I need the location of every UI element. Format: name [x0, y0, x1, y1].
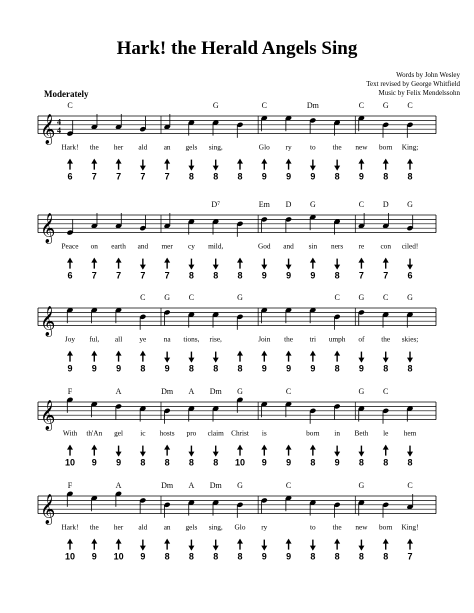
harmonica-hole-number: 9	[286, 270, 292, 281]
arrow-head-down-icon	[334, 166, 340, 171]
arrow-head-up-icon	[310, 258, 316, 263]
lyric-syllable: Glo	[258, 142, 270, 152]
lyric-syllable: an	[163, 142, 171, 152]
lyric-syllable: umph	[328, 334, 346, 344]
lyric-syllable: her	[113, 522, 124, 532]
arrow-head-up-icon	[286, 159, 292, 164]
chord-symbol: G	[407, 293, 413, 302]
arrow-head-down-icon	[358, 546, 364, 551]
lyric-syllable: sing,	[208, 522, 223, 532]
lyric-syllable: Hark!	[61, 522, 79, 532]
arrow-head-up-icon	[383, 445, 389, 450]
arrow-head-down-icon	[188, 166, 194, 171]
lyric-syllable: Peace	[61, 241, 79, 251]
lyric-syllable: ciled!	[401, 241, 419, 251]
arrow-head-up-icon	[383, 258, 389, 263]
chord-symbol: G	[309, 200, 316, 209]
chord-symbol: C	[67, 101, 73, 110]
lyric-syllable: an	[163, 522, 171, 532]
harmonica-hole-number: 7	[91, 270, 97, 281]
harmonica-hole-number: 8	[140, 457, 146, 468]
harmonica-hole-number: 8	[213, 457, 219, 468]
credit-music: Music by Felix Mendelssohn	[378, 89, 460, 97]
arrow-head-up-icon	[261, 351, 267, 356]
harmonica-hole-number: 10	[64, 551, 76, 562]
chord-symbol: C	[261, 101, 267, 110]
harmonica-hole-number: 7	[116, 270, 122, 281]
arrow-head-up-icon	[67, 258, 73, 263]
arrow-head-up-icon	[140, 351, 146, 356]
arrow-head-up-icon	[67, 445, 73, 450]
lyric-syllable: mer	[161, 241, 173, 251]
arrow-head-up-icon	[237, 258, 243, 263]
harmonica-hole-number: 8	[237, 363, 243, 374]
arrow-head-up-icon	[237, 445, 243, 450]
harmonica-hole-number: 9	[358, 171, 364, 182]
chord-symbol: F	[67, 387, 73, 396]
arrow-head-down-icon	[213, 452, 219, 457]
lyric-syllable: Hark!	[61, 142, 79, 152]
harmonica-hole-number: 7	[358, 270, 364, 281]
arrow-head-up-icon	[67, 539, 73, 544]
chord-symbol: C	[188, 293, 195, 302]
harmonica-hole-number: 9	[310, 171, 316, 182]
arrow-head-down-icon	[310, 546, 316, 551]
chord-symbol: C	[285, 387, 292, 396]
harmonica-hole-number: 8	[383, 457, 389, 468]
arrow-head-down-icon	[261, 265, 267, 270]
arrow-head-up-icon	[334, 351, 340, 356]
arrow-head-down-icon	[188, 452, 194, 457]
chord-symbol: C	[383, 387, 389, 396]
arrow-head-down-icon	[140, 166, 146, 171]
lyric-syllable: ye	[139, 334, 147, 344]
harmonica-hole-number: 9	[116, 457, 122, 468]
lyric-syllable: ry	[261, 522, 268, 532]
chord-symbol: C	[407, 481, 413, 490]
arrow-head-up-icon	[164, 258, 170, 263]
arrow-head-up-icon	[91, 258, 97, 263]
treble-clef-icon: 𝄞	[40, 213, 56, 244]
arrow-head-down-icon	[213, 166, 219, 171]
lyric-syllable: rise,	[209, 334, 222, 344]
chord-symbol: Dm	[209, 481, 222, 490]
lyric-syllable: new	[355, 522, 368, 532]
chord-symbol: G	[407, 200, 413, 209]
lyric-syllable: sin	[308, 241, 318, 251]
arrow-head-up-icon	[91, 159, 97, 164]
lyric-syllable: cy	[187, 241, 195, 251]
harmonica-hole-number: 9	[310, 363, 316, 374]
chord-symbol: G	[212, 101, 219, 110]
arrow-head-up-icon	[164, 539, 170, 544]
arrow-head-down-icon	[334, 452, 340, 457]
arrow-head-up-icon	[383, 159, 389, 164]
harmonica-hole-number: 9	[358, 363, 364, 374]
treble-clef-icon: 𝄞	[40, 306, 56, 337]
lyric-syllable: Glo	[234, 522, 246, 532]
arrow-head-up-icon	[358, 159, 364, 164]
chord-symbol: Dm	[306, 101, 319, 110]
chord-symbol: C	[140, 293, 146, 302]
harmonica-hole-number: 9	[286, 363, 292, 374]
harmonica-hole-number: 10	[113, 551, 124, 562]
arrow-head-down-icon	[358, 452, 364, 457]
arrow-head-down-icon	[358, 358, 364, 363]
lyric-syllable: Joy	[64, 334, 76, 344]
chord-symbol: G	[237, 387, 243, 396]
lyric-syllable: tions,	[183, 334, 200, 344]
arrow-head-down-icon	[188, 546, 194, 551]
chord-symbol: G	[358, 481, 365, 490]
harmonica-hole-number: 9	[67, 363, 73, 374]
arrow-head-up-icon	[358, 258, 364, 263]
chord-symbol: Dm	[161, 387, 174, 396]
lyric-syllable: mild,	[208, 241, 224, 251]
arrow-head-up-icon	[116, 159, 122, 164]
lyric-syllable: con	[380, 241, 391, 251]
harmonica-hole-number: 9	[261, 171, 267, 182]
harmonica-hole-number: 8	[334, 171, 340, 182]
harmonica-hole-number: 7	[116, 171, 122, 182]
arrow-head-down-icon	[310, 166, 316, 171]
harmonica-hole-number: 7	[164, 270, 170, 281]
arrow-head-up-icon	[407, 159, 413, 164]
lyric-syllable: is	[261, 428, 267, 438]
lyric-syllable: ners	[331, 241, 344, 251]
lyric-syllable: Beth	[354, 428, 369, 438]
lyric-syllable: ry	[285, 142, 292, 152]
arrow-head-up-icon	[334, 539, 340, 544]
harmonica-hole-number: 7	[383, 270, 389, 281]
harmonica-hole-number: 8	[334, 270, 340, 281]
lyric-syllable: ald	[138, 522, 148, 532]
harmonica-hole-number: 7	[140, 270, 146, 281]
harmonica-hole-number: 8	[358, 457, 364, 468]
lyric-syllable: God	[257, 241, 271, 251]
harmonica-hole-number: 9	[140, 551, 146, 562]
lyric-syllable: gel	[114, 428, 124, 438]
harmonica-hole-number: 9	[286, 171, 292, 182]
arrow-head-down-icon	[188, 358, 194, 363]
chord-symbol: G	[358, 293, 365, 302]
arrow-head-down-icon	[213, 265, 219, 270]
lyric-syllable: tri	[309, 334, 317, 344]
lyric-syllable: pro	[186, 428, 197, 438]
lyric-syllable: all	[114, 334, 123, 344]
lyric-syllable: to	[310, 142, 316, 152]
arrow-head-up-icon	[237, 539, 243, 544]
treble-clef-icon: 𝄞	[40, 400, 56, 431]
chord-symbol: D⁷	[211, 200, 221, 209]
chord-symbol: A	[115, 387, 122, 396]
lyric-syllable: skies;	[401, 334, 419, 344]
harmonica-hole-number: 8	[188, 457, 194, 468]
harmonica-hole-number: 8	[407, 171, 413, 182]
arrow-head-down-icon	[116, 452, 122, 457]
harmonica-hole-number: 9	[261, 457, 267, 468]
harmonica-hole-number: 8	[213, 171, 219, 182]
lyric-syllable: na	[163, 334, 171, 344]
arrow-head-up-icon	[310, 351, 316, 356]
chord-symbol: A	[188, 387, 195, 396]
lyric-syllable: born	[306, 428, 320, 438]
harmonica-hole-number: 7	[140, 171, 146, 182]
lyric-syllable: Christ	[231, 428, 249, 438]
lyric-syllable: ic	[140, 428, 146, 438]
arrow-head-up-icon	[237, 351, 243, 356]
harmonica-hole-number: 8	[213, 363, 219, 374]
harmonica-hole-number: 8	[213, 270, 219, 281]
chord-symbol: C	[358, 200, 365, 209]
chord-symbol: G	[237, 481, 243, 490]
arrow-head-down-icon	[164, 358, 170, 363]
chord-symbol: A	[115, 481, 122, 490]
harmonica-hole-number: 10	[64, 457, 76, 468]
harmonica-hole-number: 9	[286, 551, 292, 562]
lyric-syllable: le	[383, 428, 389, 438]
harmonica-hole-number: 7	[407, 551, 413, 562]
lyric-syllable: th'An	[86, 428, 103, 438]
lyric-syllable: the	[381, 334, 391, 344]
harmonica-hole-number: 8	[188, 363, 194, 374]
arrow-head-down-icon	[188, 265, 194, 270]
harmonica-hole-number: 9	[164, 363, 170, 374]
arrow-head-up-icon	[286, 351, 292, 356]
arrow-head-down-icon	[383, 358, 389, 363]
arrow-head-up-icon	[91, 445, 97, 450]
chord-symbol: D	[382, 200, 389, 209]
lyric-syllable: to	[310, 522, 316, 532]
arrow-head-down-icon	[140, 546, 146, 551]
chord-symbol: C	[285, 481, 292, 490]
harmonica-hole-number: 9	[261, 363, 267, 374]
arrow-head-down-icon	[407, 265, 413, 270]
tempo-marking: Moderately	[44, 89, 89, 99]
treble-clef-icon: 𝄞	[40, 114, 56, 145]
chord-symbol: D	[285, 200, 292, 209]
chord-symbol: Em	[258, 200, 270, 209]
arrow-head-up-icon	[67, 159, 73, 164]
arrow-head-down-icon	[140, 452, 146, 457]
arrow-head-up-icon	[407, 539, 413, 544]
harmonica-hole-number: 8	[334, 551, 340, 562]
harmonica-hole-number: 9	[334, 457, 340, 468]
harmonica-hole-number: 8	[213, 551, 219, 562]
harmonica-hole-number: 8	[164, 551, 170, 562]
lyric-syllable: King;	[401, 142, 419, 152]
harmonica-hole-number: 8	[310, 551, 316, 562]
time-signature-top: 4	[57, 117, 61, 127]
harmonica-hole-number: 7	[164, 171, 170, 182]
harmonica-hole-number: 9	[310, 270, 316, 281]
lyric-syllable: King!	[401, 522, 419, 532]
arrow-head-up-icon	[116, 351, 122, 356]
harmonica-hole-number: 9	[91, 551, 97, 562]
lyric-syllable: gels	[185, 142, 198, 152]
lyric-syllable: earth	[111, 241, 126, 251]
chord-symbol: Dm	[209, 387, 222, 396]
chord-symbol: G	[237, 293, 243, 302]
harmonica-hole-number: 6	[67, 171, 73, 182]
treble-clef-icon: 𝄞	[40, 494, 56, 525]
time-signature-bottom: 4	[57, 126, 61, 136]
arrow-head-down-icon	[213, 546, 219, 551]
harmonica-hole-number: 8	[407, 457, 413, 468]
arrow-head-down-icon	[334, 265, 340, 270]
harmonica-hole-number: 8	[383, 363, 389, 374]
harmonica-hole-number: 8	[237, 270, 243, 281]
harmonica-hole-number: 8	[188, 171, 194, 182]
harmonica-hole-number: 8	[383, 171, 389, 182]
arrow-head-up-icon	[164, 445, 170, 450]
lyric-syllable: re	[358, 241, 365, 251]
harmonica-hole-number: 6	[67, 270, 73, 281]
lyric-syllable: of	[358, 334, 365, 344]
arrow-head-down-icon	[407, 452, 413, 457]
lyric-syllable: her	[113, 142, 124, 152]
chord-symbol: C	[383, 293, 389, 302]
harmonica-hole-number: 9	[116, 363, 122, 374]
chord-symbol: G	[164, 293, 171, 302]
arrow-head-down-icon	[407, 358, 413, 363]
lyric-syllable: the	[332, 522, 342, 532]
chord-symbol: G	[382, 101, 389, 110]
lyric-syllable: the	[284, 334, 294, 344]
credit-text-revised: Text revised by George Whitfield	[366, 80, 460, 88]
lyric-syllable: sing,	[208, 142, 223, 152]
arrow-head-up-icon	[261, 159, 267, 164]
chord-symbol: Dm	[161, 481, 174, 490]
lyric-syllable: the	[89, 522, 99, 532]
lyric-syllable: With	[62, 428, 78, 438]
lyric-syllable: in	[334, 428, 340, 438]
lyric-syllable: Join	[258, 334, 271, 344]
arrow-head-up-icon	[164, 159, 170, 164]
arrow-head-down-icon	[213, 358, 219, 363]
lyric-syllable: ald	[138, 142, 148, 152]
harmonica-hole-number: 8	[164, 457, 170, 468]
arrow-head-up-icon	[67, 351, 73, 356]
harmonica-hole-number: 8	[188, 270, 194, 281]
arrow-head-up-icon	[261, 445, 267, 450]
lyric-syllable: new	[355, 142, 368, 152]
harmonica-hole-number: 8	[188, 551, 194, 562]
lyric-syllable: the	[332, 142, 342, 152]
arrow-head-up-icon	[286, 445, 292, 450]
harmonica-hole-number: 9	[91, 457, 97, 468]
chord-symbol: A	[188, 481, 195, 490]
chord-symbol: G	[358, 387, 365, 396]
lyric-syllable: ful,	[89, 334, 100, 344]
arrow-head-up-icon	[116, 258, 122, 263]
lyric-syllable: and	[283, 241, 294, 251]
harmonica-hole-number: 8	[407, 363, 413, 374]
harmonica-hole-number: 8	[140, 363, 146, 374]
harmonica-hole-number: 9	[261, 551, 267, 562]
chord-symbol: F	[67, 481, 73, 490]
arrow-head-up-icon	[286, 539, 292, 544]
chord-symbol: C	[334, 293, 340, 302]
lyric-syllable: the	[89, 142, 99, 152]
song-title: Hark! the Herald Angels Sing	[116, 38, 358, 59]
arrow-head-up-icon	[91, 539, 97, 544]
harmonica-hole-number: 9	[286, 457, 292, 468]
arrow-head-down-icon	[140, 265, 146, 270]
lyric-syllable: hosts	[159, 428, 175, 438]
chord-symbol: C	[407, 101, 413, 110]
harmonica-hole-number: 7	[91, 171, 97, 182]
lyric-syllable: gels	[185, 522, 198, 532]
harmonica-hole-number: 8	[310, 457, 316, 468]
lyric-syllable: born	[379, 522, 393, 532]
credit-words: Words by John Wesley	[396, 71, 460, 79]
harmonica-hole-number: 6	[407, 270, 413, 281]
harmonica-hole-number: 8	[334, 363, 340, 374]
arrow-head-down-icon	[261, 546, 267, 551]
arrow-head-up-icon	[310, 445, 316, 450]
arrow-head-up-icon	[383, 539, 389, 544]
arrow-head-up-icon	[237, 159, 243, 164]
lyric-syllable: claim	[207, 428, 224, 438]
chord-symbol: C	[358, 101, 365, 110]
harmonica-hole-number: 8	[237, 171, 243, 182]
harmonica-hole-number: 8	[383, 551, 389, 562]
harmonica-hole-number: 8	[237, 551, 243, 562]
harmonica-hole-number: 8	[358, 551, 364, 562]
lyric-syllable: and	[137, 241, 149, 251]
arrow-head-up-icon	[91, 351, 97, 356]
harmonica-hole-number: 9	[91, 363, 97, 374]
lyric-syllable: on	[90, 241, 98, 251]
lyric-syllable: hem	[403, 428, 417, 438]
harmonica-hole-number: 9	[261, 270, 267, 281]
harmonica-hole-number: 10	[234, 457, 246, 468]
arrow-head-down-icon	[286, 265, 292, 270]
arrow-head-up-icon	[116, 539, 122, 544]
lyric-syllable: born	[379, 142, 393, 152]
